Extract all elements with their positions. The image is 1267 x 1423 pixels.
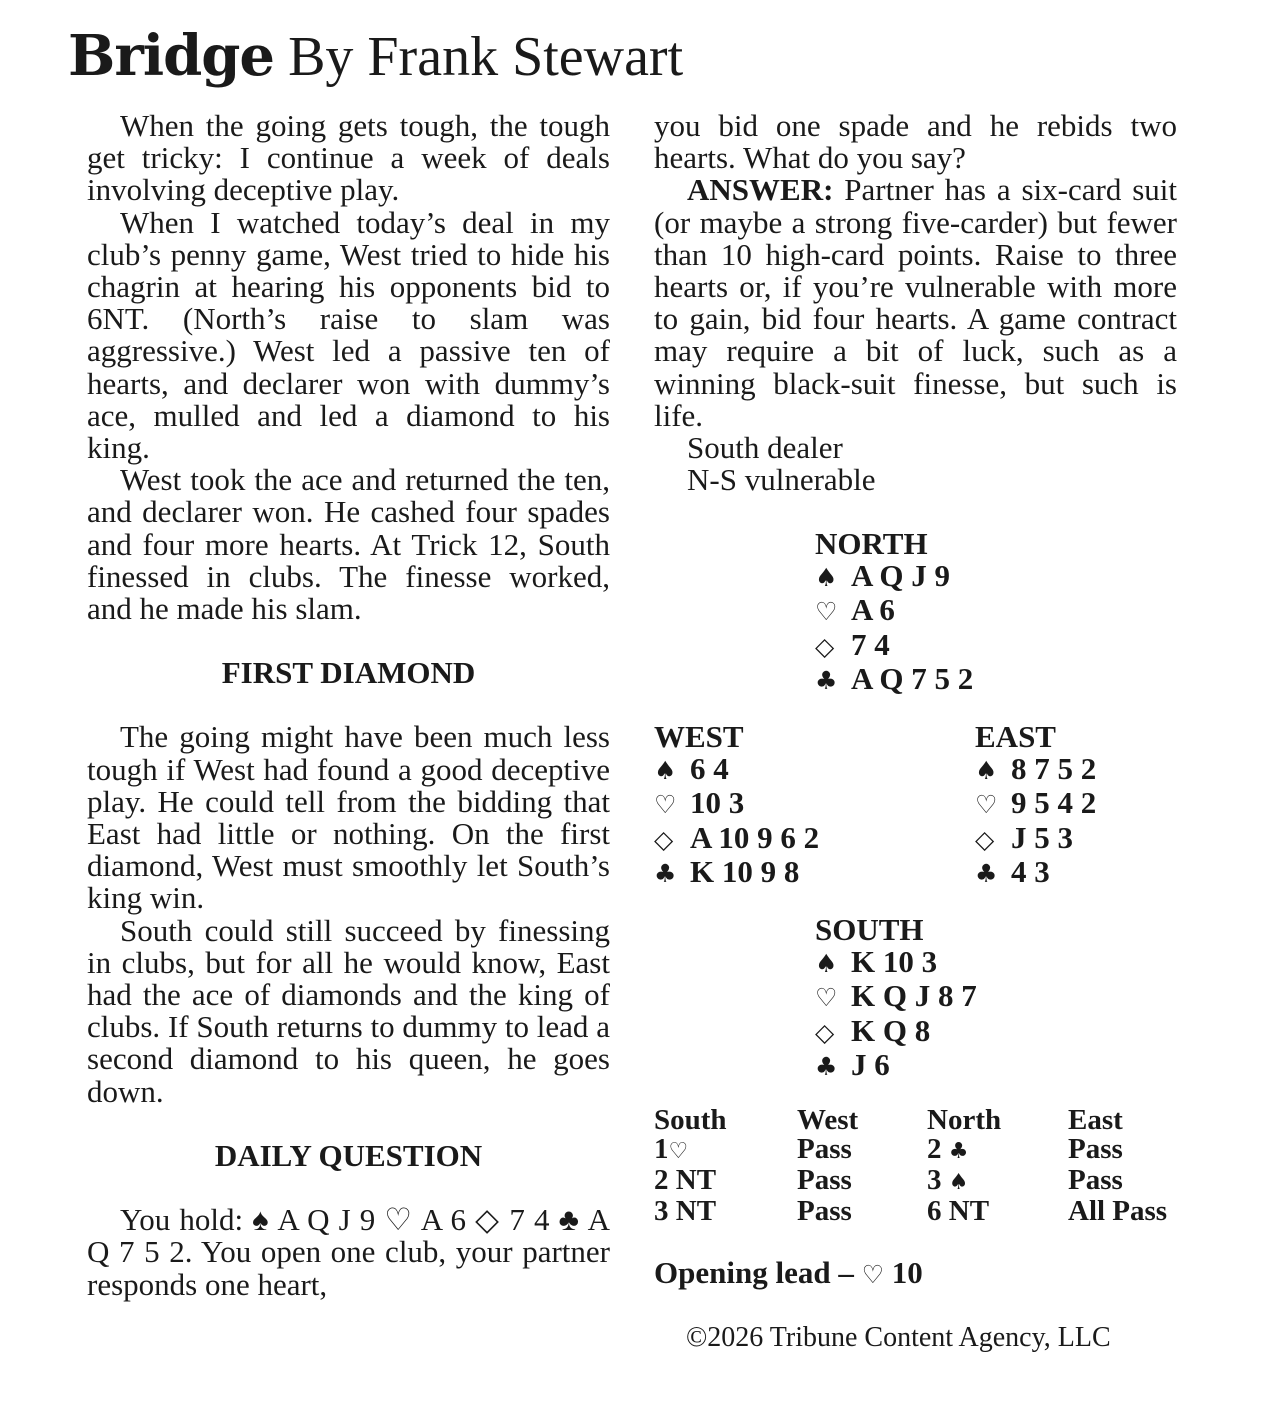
auction-bid: [927, 1166, 1068, 1197]
heart-icon: ♡: [861, 1260, 884, 1289]
page-title: [68, 24, 683, 89]
auction-bid: Pass: [1068, 1164, 1123, 1196]
auction-bid: All Pass: [1068, 1195, 1168, 1227]
left-column: [87, 110, 610, 1301]
club-icon: ♣: [654, 858, 677, 888]
east-hand: [975, 721, 1096, 890]
auction-row: [654, 1135, 1184, 1166]
auction-row: [654, 1197, 1184, 1226]
auction-bid: [654, 1135, 797, 1166]
hearts-holding: K Q J 8 7: [851, 978, 977, 1014]
north-hand: [815, 528, 973, 697]
auction-header: West: [797, 1104, 859, 1136]
auction-bid: 6 NT: [927, 1195, 990, 1227]
spade-icon: ♠: [975, 756, 998, 786]
club-icon: ♣: [948, 1139, 969, 1164]
diamond-icon: ◇: [815, 1017, 835, 1047]
clubs-holding: K 10 9 8: [690, 853, 800, 889]
bid-level: 1: [654, 1133, 669, 1165]
diamond-icon: ◇: [654, 824, 674, 854]
auction-bid: 3 NT: [654, 1195, 717, 1227]
club-icon: ♣: [815, 665, 838, 695]
auction-header: North: [927, 1104, 1002, 1136]
auction-bid: Pass: [1068, 1133, 1123, 1165]
answer-text: Partner has a six-card suit (or maybe a strong five-carder) but fewer than 10 high-card points. Raise to three hearts or, if you’re vulnerable with more to gain, bid four hearts. A game contract may require a bit of luck, such as a winning black-suit finesse, but such is life.: [654, 172, 1177, 433]
auction-bid: 2 NT: [654, 1164, 717, 1196]
bid-level: 2: [927, 1133, 942, 1165]
title-bridge: Bridge: [68, 23, 275, 89]
diamonds-holding: 7 4: [851, 626, 890, 662]
auction-bid: [927, 1135, 1068, 1166]
clubs-holding: J 6: [851, 1046, 890, 1082]
spades-holding: 6 4: [690, 751, 729, 787]
paragraph: South could still succeed by finessing in clubs, but for all he would know, East had the ace of diamonds and the king of clubs. If South returns to dummy to lead a second diamond to his queen, he goes down.: [87, 912, 610, 1109]
auction-bid: Pass: [797, 1164, 852, 1196]
hand-label: SOUTH: [815, 912, 924, 947]
heart-icon: ♡: [668, 1139, 689, 1164]
west-hand: [654, 721, 819, 890]
hearts-holding: A 6: [851, 592, 895, 628]
hand-label: WEST: [654, 719, 744, 754]
diamond-icon: ◇: [975, 824, 995, 854]
heart-icon: ♡: [815, 597, 838, 627]
opening-lead-label: Opening lead –: [654, 1255, 862, 1290]
copyright: ©2026 Tribune Content Agency, LLC: [686, 1322, 1111, 1353]
clubs-holding: 4 3: [1011, 853, 1050, 889]
auction-header-row: [654, 1106, 1184, 1135]
opening-lead: [654, 1255, 923, 1291]
section-heading-first-diamond: FIRST DIAMOND: [221, 655, 476, 691]
hearts-holding: 9 5 4 2: [1011, 785, 1097, 821]
diamonds-holding: J 5 3: [1011, 819, 1073, 855]
hand-label: NORTH: [815, 526, 928, 561]
paragraph: The going might have been much less tough if West had found a good deceptive play. He could tell from the bidding that East had little or nothing. On the first diamond, West must smoothly let South’s king win.: [87, 719, 610, 916]
paragraph: When I watched today’s deal in my club’s penny game, West tried to hide his chagrin at hearing his opponents bid to 6NT. (North’s raise to slam was aggressive.) West led a passive ten of hearts, and declarer won with dummy’s ace, mulled and led a diamond to his king.: [87, 204, 610, 466]
spade-icon: ♠: [815, 949, 838, 979]
hand-label: EAST: [975, 719, 1056, 754]
paragraph: you bid one spade and he rebids two hearts. What do you say?: [654, 108, 1177, 176]
spades-holding: K 10 3: [851, 944, 938, 980]
answer-label: ANSWER:: [687, 172, 834, 208]
heart-icon: ♡: [654, 790, 677, 820]
auction-table: [654, 1106, 1184, 1226]
opening-lead-card: 10: [884, 1255, 923, 1290]
auction-bid: Pass: [797, 1195, 852, 1227]
paragraph: When the going gets tough, the tough get tricky: I continue a week of deals involving deceptive play.: [87, 108, 610, 208]
auction-row: [654, 1166, 1184, 1197]
auction-header: South: [654, 1104, 727, 1136]
spade-icon: ♠: [654, 756, 677, 786]
diamonds-holding: A 10 9 6 2: [690, 819, 820, 855]
spades-holding: A Q J 9: [851, 558, 951, 594]
paragraph: West took the ace and returned the ten, and declarer won. He cashed four spades and four more hearts. At Trick 12, South finessed in clubs. The finesse worked, and he made his slam.: [87, 462, 610, 627]
heart-icon: ♡: [815, 983, 838, 1013]
hearts-holding: 10 3: [690, 785, 745, 821]
south-hand: [815, 914, 977, 1083]
spade-icon: ♠: [948, 1170, 969, 1195]
auction-header: East: [1068, 1104, 1123, 1136]
spade-icon: ♠: [815, 563, 838, 593]
auction-bid: Pass: [797, 1133, 852, 1165]
right-column: [654, 110, 1177, 496]
dealer-info: South dealer: [687, 430, 843, 466]
heart-icon: ♡: [975, 790, 998, 820]
paragraph-question: You hold: ♠ A Q J 9 ♡ A 6 ◇ 7 4 ♣ A Q 7 5 2. You open one club, your partner responds one heart,: [87, 1202, 610, 1302]
vulnerability-info: N-S vulnerable: [687, 462, 876, 498]
clubs-holding: A Q 7 5 2: [851, 660, 974, 696]
title-byline: By Frank Stewart: [274, 26, 684, 88]
section-heading-daily-question: DAILY QUESTION: [214, 1137, 483, 1173]
bid-level: 3: [927, 1164, 942, 1196]
club-icon: ♣: [815, 1051, 838, 1081]
diamond-icon: ◇: [815, 631, 835, 661]
answer-paragraph: [654, 174, 1177, 432]
club-icon: ♣: [975, 858, 998, 888]
spades-holding: 8 7 5 2: [1011, 751, 1097, 787]
diamonds-holding: K Q 8: [851, 1012, 931, 1048]
